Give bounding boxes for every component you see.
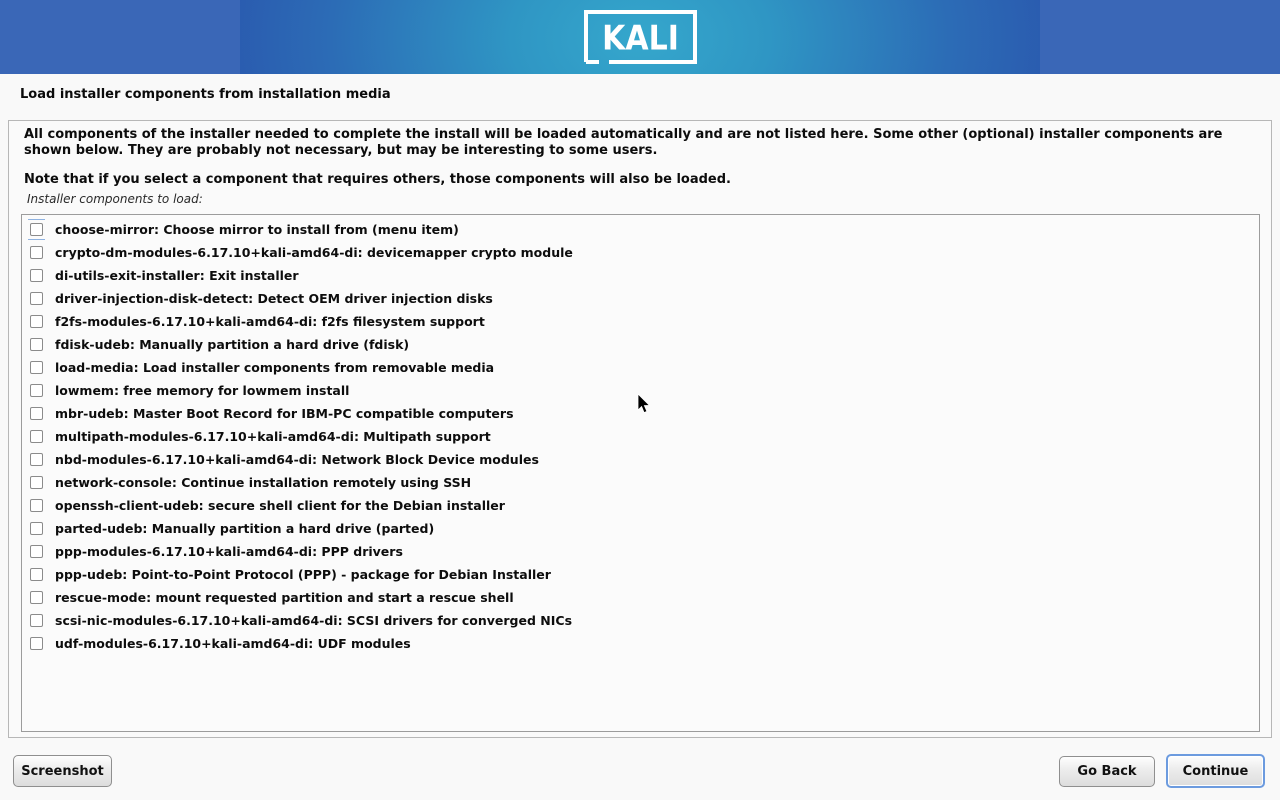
component-checkbox[interactable]: [30, 591, 43, 604]
checkbox-focus-ring: [28, 242, 45, 263]
checkbox-focus-ring: [28, 357, 45, 378]
component-row[interactable]: [22, 264, 1259, 287]
checkbox-focus-ring: [28, 495, 45, 516]
checkbox-focus-ring: [28, 219, 45, 240]
component-row[interactable]: [22, 517, 1259, 540]
checkbox-focus-ring: [28, 472, 45, 493]
mouse-cursor: [637, 394, 651, 415]
checkbox-focus-ring: [28, 587, 45, 608]
component-label: driver-injection-disk-detect: Detect OEM driver injection disks: [55, 291, 493, 306]
component-checkbox[interactable]: [30, 522, 43, 535]
component-label: ppp-modules-6.17.10+kali-amd64-di: PPP drivers: [55, 544, 403, 559]
component-row[interactable]: [22, 356, 1259, 379]
component-label: load-media: Load installer components from removable media: [55, 360, 495, 375]
component-label: ppp-udeb: Point-to-Point Protocol (PPP) - package for Debian Installer: [55, 567, 551, 582]
checkbox-focus-ring: [28, 288, 45, 309]
screenshot-button[interactable]: Screenshot: [13, 755, 112, 787]
component-checkbox[interactable]: [30, 361, 43, 374]
kali-logo: [584, 10, 697, 64]
component-row[interactable]: [22, 218, 1259, 241]
component-checkbox[interactable]: [30, 407, 43, 420]
component-label: crypto-dm-modules-6.17.10+kali-amd64-di: devicemapper crypto module: [55, 245, 573, 260]
component-list: [21, 214, 1260, 732]
component-row[interactable]: [22, 241, 1259, 264]
checkbox-focus-ring: [28, 380, 45, 401]
checkbox-focus-ring: [28, 426, 45, 447]
component-label: fdisk-udeb: Manually partition a hard drive (fdisk): [55, 337, 410, 352]
component-row[interactable]: [22, 448, 1259, 471]
component-label: choose-mirror: Choose mirror to install from (menu item): [55, 222, 459, 237]
component-checkbox[interactable]: [30, 637, 43, 650]
component-row[interactable]: [22, 563, 1259, 586]
component-label: parted-udeb: Manually partition a hard drive (parted): [55, 521, 435, 536]
checkbox-focus-ring: [28, 334, 45, 355]
component-checkbox[interactable]: [30, 269, 43, 282]
component-checkbox[interactable]: [30, 338, 43, 351]
component-label: openssh-client-udeb: secure shell client for the Debian installer: [55, 498, 505, 513]
note-paragraph: Note that if you select a component that requires others, those components will also be loaded.: [24, 172, 731, 187]
checkbox-focus-ring: [28, 633, 45, 654]
component-checkbox[interactable]: [30, 545, 43, 558]
checkbox-focus-ring: [28, 311, 45, 332]
component-label: network-console: Continue installation remotely using SSH: [55, 475, 472, 490]
checkbox-focus-ring: [28, 610, 45, 631]
component-label: rescue-mode: mount requested partition and start a rescue shell: [55, 590, 514, 605]
component-label: mbr-udeb: Master Boot Record for IBM-PC compatible computers: [55, 406, 514, 421]
component-label: lowmem: free memory for lowmem install: [55, 383, 350, 398]
content-box: [8, 120, 1272, 738]
component-label: multipath-modules-6.17.10+kali-amd64-di: Multipath support: [55, 429, 491, 444]
installer-banner: [0, 0, 1280, 74]
component-row[interactable]: [22, 609, 1259, 632]
list-caption: Installer components to load:: [27, 192, 203, 206]
component-checkbox[interactable]: [30, 246, 43, 259]
continue-button[interactable]: Continue: [1166, 754, 1265, 788]
component-checkbox[interactable]: [30, 292, 43, 305]
component-row[interactable]: [22, 287, 1259, 310]
component-label: udf-modules-6.17.10+kali-amd64-di: UDF modules: [55, 636, 411, 651]
component-label: scsi-nic-modules-6.17.10+kali-amd64-di: SCSI drivers for converged NICs: [55, 613, 573, 628]
checkbox-focus-ring: [28, 541, 45, 562]
component-checkbox[interactable]: [30, 499, 43, 512]
component-label: di-utils-exit-installer: Exit installer: [55, 268, 299, 283]
kali-logo-text: KALI: [602, 18, 679, 58]
checkbox-focus-ring: [28, 449, 45, 470]
component-row[interactable]: [22, 586, 1259, 609]
component-row[interactable]: [22, 471, 1259, 494]
component-checkbox[interactable]: [30, 430, 43, 443]
intro-paragraph: All components of the installer needed to complete the install will be loaded automatically and are not listed here. Some other (optional) installer components are shown below. They are probably not necessary, but may be interesting to some users.: [24, 127, 1223, 158]
go-back-button[interactable]: Go Back: [1059, 756, 1155, 787]
component-row[interactable]: [22, 494, 1259, 517]
component-checkbox[interactable]: [30, 223, 43, 236]
page-title: Load installer components from installation media: [20, 87, 391, 102]
component-row[interactable]: [22, 632, 1259, 655]
checkbox-focus-ring: [28, 564, 45, 585]
component-checkbox[interactable]: [30, 568, 43, 581]
component-checkbox[interactable]: [30, 384, 43, 397]
component-label: f2fs-modules-6.17.10+kali-amd64-di: f2fs filesystem support: [55, 314, 485, 329]
component-checkbox[interactable]: [30, 453, 43, 466]
component-row[interactable]: [22, 333, 1259, 356]
component-checkbox[interactable]: [30, 614, 43, 627]
checkbox-focus-ring: [28, 403, 45, 424]
component-label: nbd-modules-6.17.10+kali-amd64-di: Network Block Device modules: [55, 452, 539, 467]
checkbox-focus-ring: [28, 518, 45, 539]
component-row[interactable]: [22, 540, 1259, 563]
component-row[interactable]: [22, 425, 1259, 448]
component-checkbox[interactable]: [30, 476, 43, 489]
checkbox-focus-ring: [28, 265, 45, 286]
component-row[interactable]: [22, 310, 1259, 333]
component-checkbox[interactable]: [30, 315, 43, 328]
